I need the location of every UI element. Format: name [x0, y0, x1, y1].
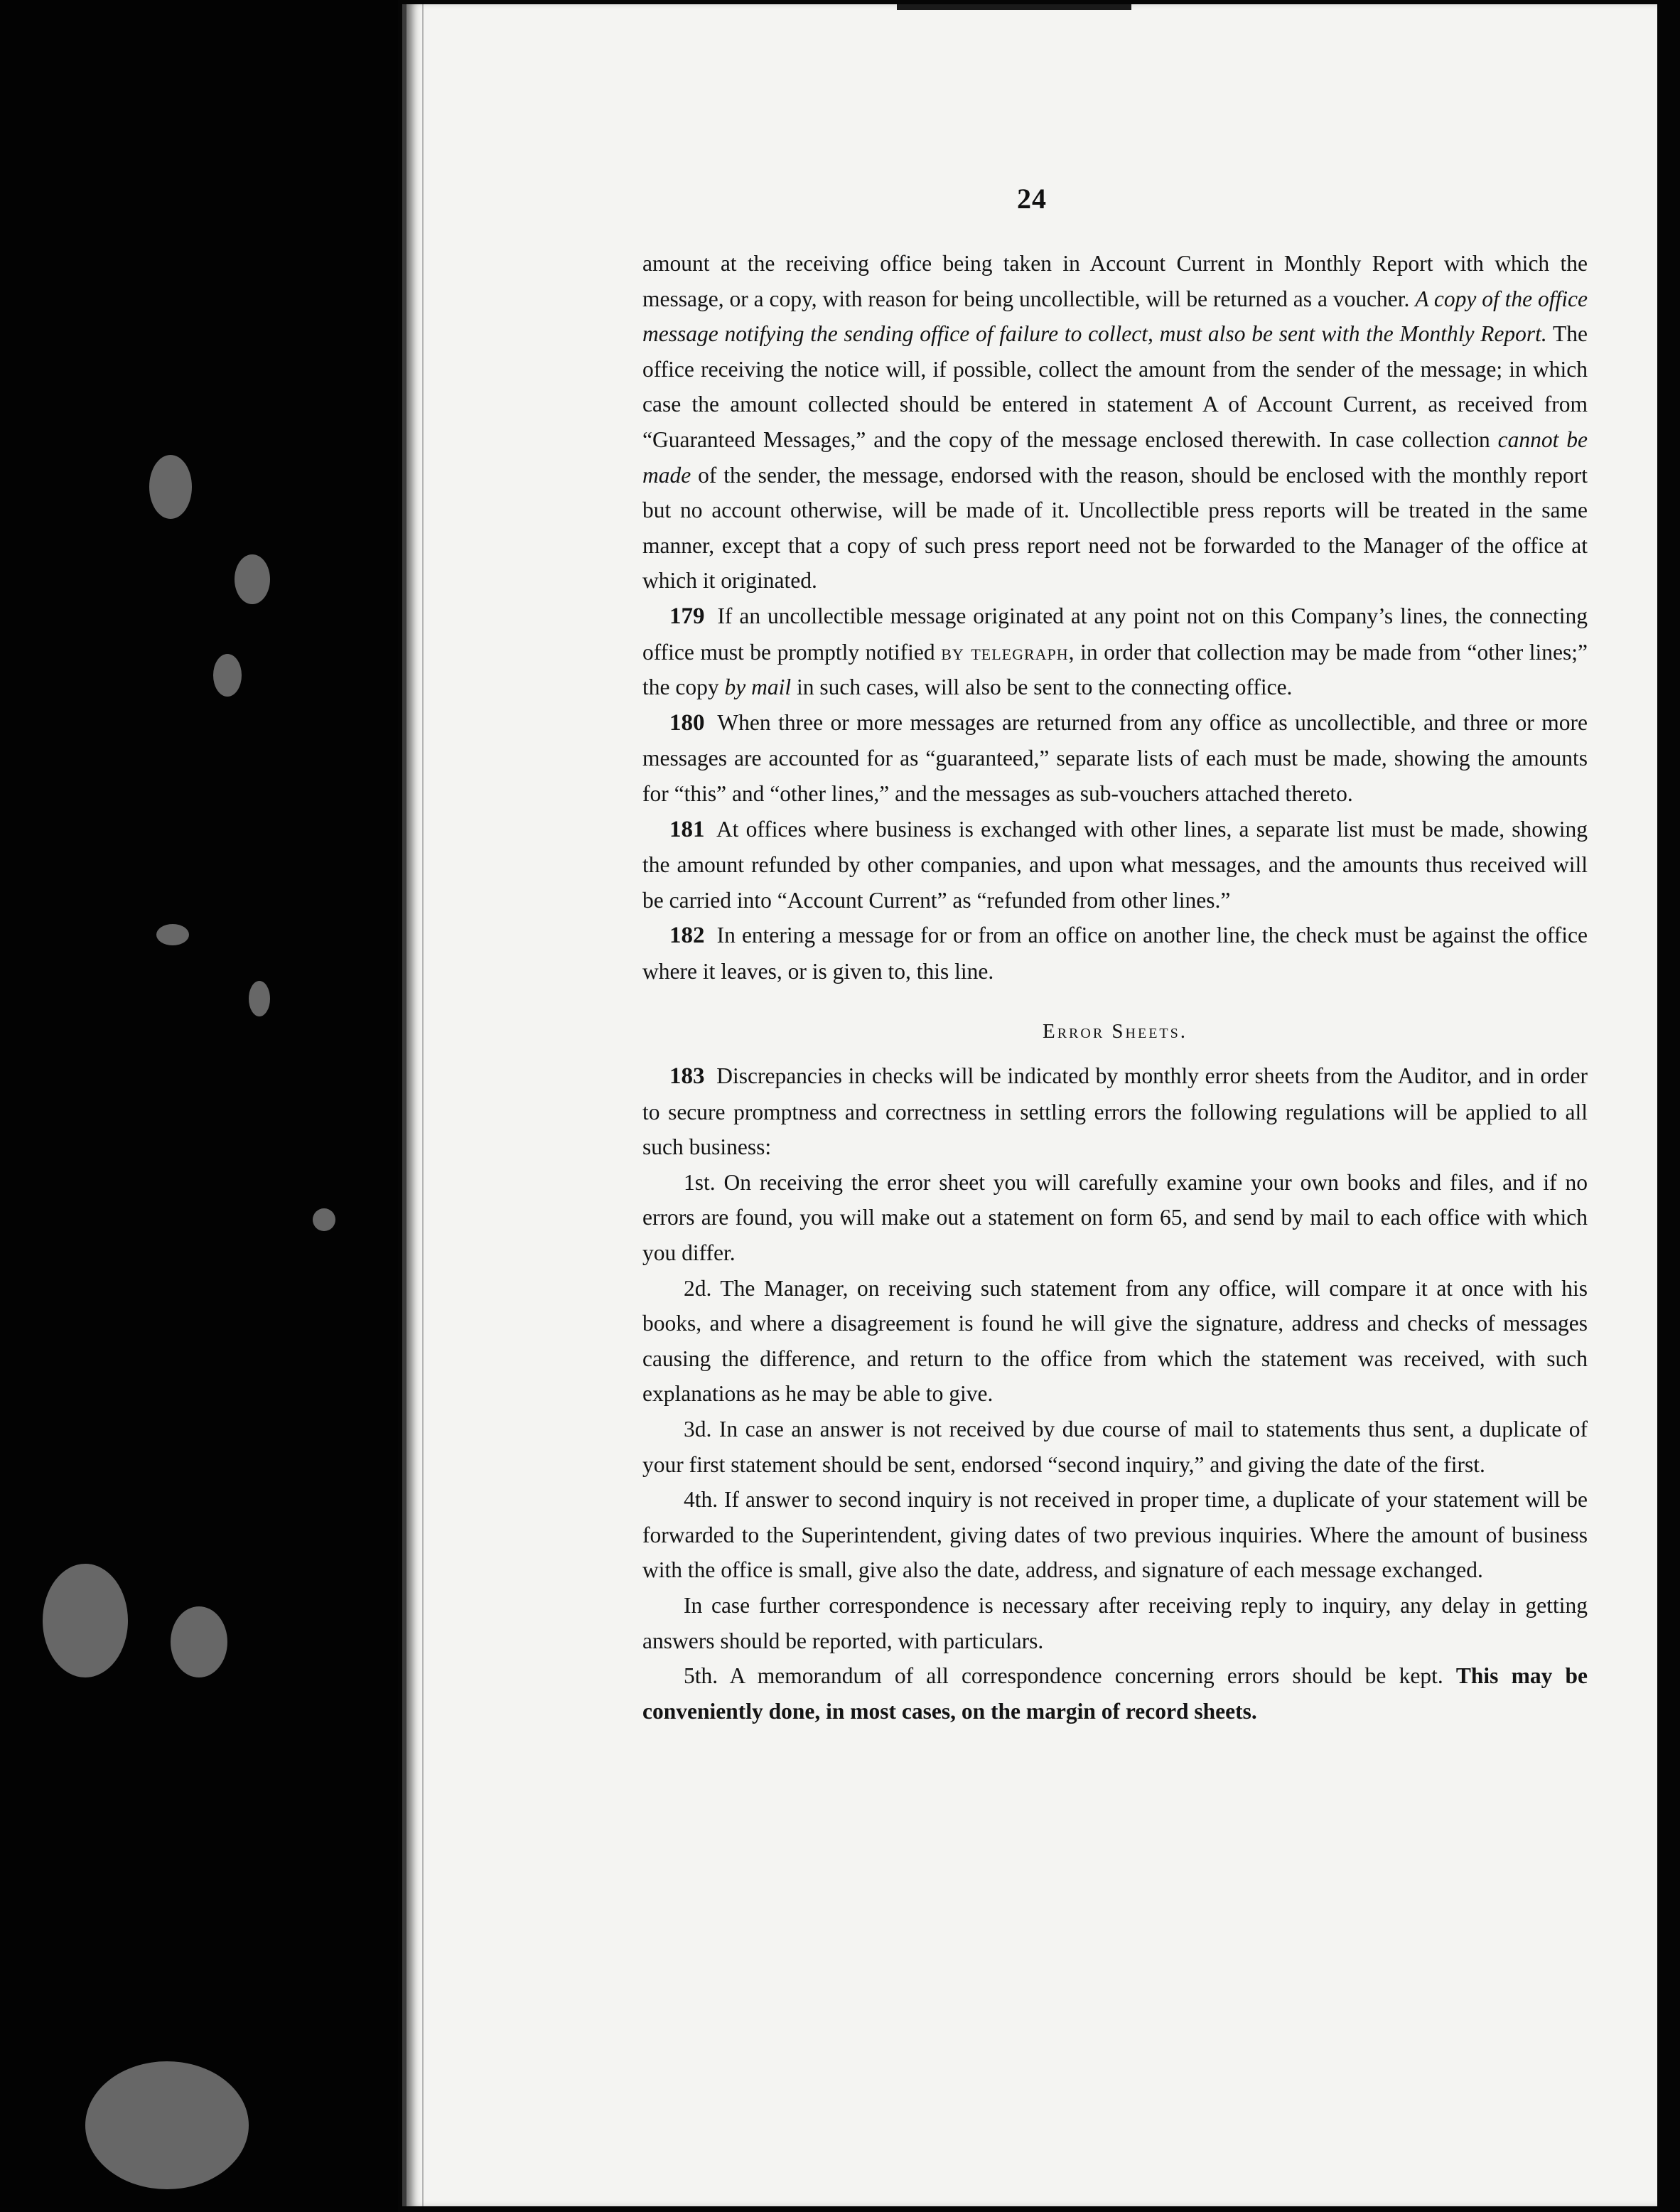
- paragraph-183: [642, 1058, 1588, 1165]
- scan-speck: [43, 1564, 128, 1677]
- document-page: [402, 4, 1657, 2206]
- p180-text: When three or more messages are returned from any office as uncollectible, and three or more messages are accounted for as “guaranteed,” separate lists of each must be made, showing the amounts for “this” and “other lines,” and the messages as sub-vouchers attached thereto.: [642, 709, 1588, 806]
- p179-italic: by mail: [724, 675, 792, 700]
- p183-text: Discrepancies in checks will be indicated by monthly error sheets from the Auditor, and in order to secure promptness and correctness in settling errors the following regulations will be applied to all such business:: [642, 1063, 1588, 1160]
- scan-speck: [156, 924, 189, 945]
- section-number: 182: [669, 923, 705, 949]
- paragraph-180: [642, 705, 1588, 812]
- page-edge-rule: [422, 4, 424, 2206]
- item-first: 1st. On receiving the error sheet you will carefully examine your own books and files, and if no errors are found, you will make out a statement on form 65, and send by mail to each office with which you differ.: [642, 1169, 1588, 1266]
- p181-text: At offices where business is exchanged with other lines, a separate list must be made, showing the amount refunded by other companies, and upon what messages, and the amounts thus received will be carried into “Account Current” as “refunded from other lines.”: [642, 816, 1588, 913]
- section-heading: Error Sheets.: [1042, 1020, 1188, 1043]
- item-fifth-text: 5th. A memorandum of all correspondence concerning errors should be kept.: [684, 1663, 1443, 1689]
- scan-speck: [249, 981, 270, 1016]
- paragraph-intro: [642, 246, 1588, 598]
- section-number: 179: [669, 603, 705, 629]
- p179-text-b: , in order that collection may be made from “other lines;” the copy: [642, 639, 1588, 700]
- intro-italic-2: cannot be made: [642, 426, 1588, 488]
- p182-text: In entering a message for or from an office on another line, the check must be against the office where it leaves, or is given to, this line.: [642, 923, 1588, 984]
- intro-text-a: amount at the receiving office being taken in Account Current in Monthly Report with which the message, or a copy, with reason for being uncollectible, will be returned as a voucher.: [642, 251, 1588, 311]
- paragraph-179: [642, 598, 1588, 705]
- top-binding-mark: [897, 4, 1131, 10]
- p179-text-c: in such cases, will also be sent to the connecting office.: [796, 675, 1293, 700]
- scan-speck: [171, 1606, 227, 1677]
- item-fifth: [642, 1658, 1588, 1729]
- page-number: 24: [1017, 183, 1047, 215]
- item-fifth-bold: This may be conveniently done, in most cases, on the margin of record sheets.: [642, 1663, 1588, 1724]
- scan-speck: [235, 554, 270, 604]
- scan-background-left: [0, 0, 398, 2212]
- item-second: 2d. The Manager, on receiving such statement from any office, will compare it at once with his books, and where a disagreement is found he will give the signature, address and checks of messages causing the difference, and return to the office from which the statement was received, with such explanations as he may be able to give.: [642, 1275, 1588, 1407]
- intro-italic: A copy of the office message notifying the sending office of failure to collect, must also be sent with the Monthly Report.: [642, 286, 1588, 347]
- intro-text-c: of the sender, the message, endorsed with the reason, should be enclosed with the monthly report but no account otherwise, will be made of it. Uncollectible press reports will be treated in the same manner, except that a copy of such press report need not be forwarded to the Manager of the office at which it originated.: [642, 462, 1588, 594]
- scan-speck: [313, 1208, 335, 1231]
- p179-smallcaps: by telegraph: [941, 639, 1069, 665]
- section-number: 183: [669, 1063, 705, 1090]
- section-number: 180: [669, 709, 705, 736]
- p179-text-a: If an uncollectible message originated at any point not on this Company’s lines, the connecting office must be promptly notified: [642, 603, 1588, 665]
- item-third: 3d. In case an answer is not received by due course of mail to statements thus sent, a duplicate of your first statement should be sent, endorsed “second inquiry,” and giving the date of the first.: [642, 1417, 1588, 1477]
- paragraph-182: [642, 918, 1588, 989]
- scan-speck: [213, 654, 242, 697]
- intro-text-b: The office receiving the notice will, if possible, collect the amount from the sender of the message; in which case the amount collected should be entered in statement A of Account Current, as received from “Guaranteed Messages,” and the copy of the message enclosed therewith. In case collection: [642, 321, 1588, 452]
- paragraph-181: [642, 812, 1588, 918]
- item-fourth: 4th. If answer to second inquiry is not received in proper time, a duplicate of your statement will be forwarded to the Superintendent, giving dates of two previous inquiries. Where the amount of business with the office is small, give also the date, address, and signature of each message exchanged.: [642, 1487, 1588, 1583]
- body-text: [642, 246, 1588, 1729]
- section-number: 181: [669, 816, 705, 842]
- scan-speck: [149, 455, 192, 519]
- scan-speck: [85, 2061, 249, 2189]
- item-further: In case further correspondence is necessary after receiving reply to inquiry, any delay in getting answers should be reported, with particulars.: [642, 1592, 1588, 1653]
